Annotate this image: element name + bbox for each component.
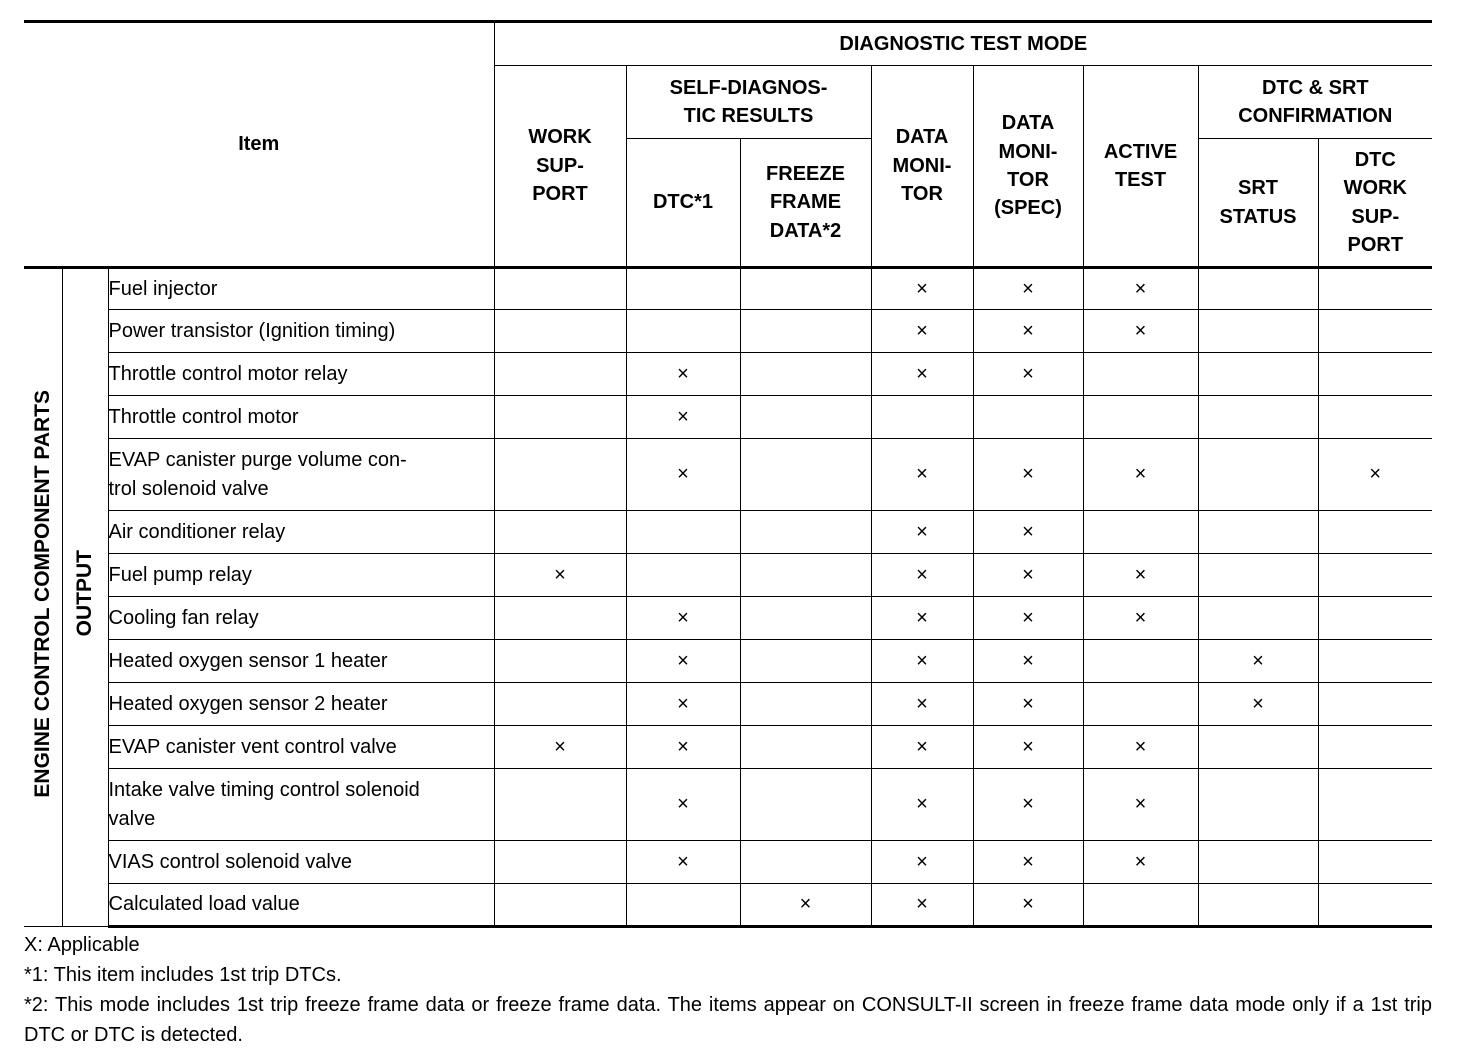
applicable-mark: ×	[973, 439, 1083, 511]
empty-cell	[626, 310, 740, 353]
work-support-header: WORK SUP- PORT	[494, 66, 626, 268]
applicable-mark: ×	[871, 726, 973, 769]
applicable-mark: ×	[494, 554, 626, 597]
empty-cell	[1198, 554, 1318, 597]
category-label: ENGINE CONTROL COMPONENT PARTS	[30, 389, 54, 798]
table-row	[24, 554, 1432, 597]
applicable-mark: ×	[626, 841, 740, 884]
empty-cell	[1318, 554, 1432, 597]
table-row	[24, 683, 1432, 726]
applicable-mark: ×	[973, 597, 1083, 640]
category-cell	[24, 268, 62, 927]
empty-cell	[494, 683, 626, 726]
applicable-mark: ×	[740, 884, 871, 927]
item-name: Heated oxygen sensor 2 heater	[108, 683, 494, 726]
empty-cell	[1083, 884, 1198, 927]
empty-cell	[1198, 310, 1318, 353]
applicable-mark: ×	[494, 726, 626, 769]
item-name	[108, 769, 494, 841]
applicable-mark: ×	[973, 268, 1083, 310]
subcategory-cell	[62, 268, 108, 927]
table-row	[24, 841, 1432, 884]
item-name: Cooling fan relay	[108, 597, 494, 640]
empty-cell	[740, 439, 871, 511]
dtc-header: DTC*1	[626, 139, 740, 268]
applicable-mark: ×	[871, 554, 973, 597]
item-name: Power transistor (Ignition timing)	[108, 310, 494, 353]
applicable-mark: ×	[973, 640, 1083, 683]
item-name: Air conditioner relay	[108, 511, 494, 554]
applicable-mark: ×	[871, 597, 973, 640]
applicable-mark: ×	[973, 769, 1083, 841]
item-name: Fuel pump relay	[108, 554, 494, 597]
empty-cell	[494, 268, 626, 310]
empty-cell	[494, 884, 626, 927]
empty-cell	[1318, 597, 1432, 640]
empty-cell	[1318, 726, 1432, 769]
footnote-2: *2: This mode includes 1st trip freeze frame data or freeze frame data. The items appear on CONSULT-II screen in freeze frame data mode only if a 1st trip DTC or DTC is detected.	[24, 994, 1432, 1046]
table-row	[24, 310, 1432, 353]
applicable-mark: ×	[871, 769, 973, 841]
empty-cell	[626, 554, 740, 597]
empty-cell	[1318, 396, 1432, 439]
table-row	[24, 769, 1432, 841]
item-name: Throttle control motor relay	[108, 353, 494, 396]
item-name-line: valve	[108, 807, 156, 830]
empty-cell	[740, 310, 871, 353]
empty-cell	[740, 726, 871, 769]
empty-cell	[1083, 396, 1198, 439]
empty-cell	[1318, 310, 1432, 353]
empty-cell	[740, 640, 871, 683]
dtc-work-support-header: DTC WORK SUP- PORT	[1318, 139, 1432, 268]
subcategory-label: OUTPUT	[73, 550, 97, 637]
empty-cell	[1198, 353, 1318, 396]
applicable-mark: ×	[871, 310, 973, 353]
empty-cell	[626, 511, 740, 554]
applicable-mark: ×	[1083, 769, 1198, 841]
applicable-mark: ×	[973, 511, 1083, 554]
applicable-mark: ×	[626, 726, 740, 769]
table-row	[24, 439, 1432, 511]
empty-cell	[1198, 597, 1318, 640]
diagnostic-mode-table	[24, 20, 1432, 928]
srt-status-header: SRT STATUS	[1198, 139, 1318, 268]
empty-cell	[1083, 353, 1198, 396]
table-row	[24, 597, 1432, 640]
applicable-mark: ×	[973, 554, 1083, 597]
empty-cell	[740, 769, 871, 841]
empty-cell	[1198, 396, 1318, 439]
empty-cell	[494, 310, 626, 353]
empty-cell	[494, 769, 626, 841]
empty-cell	[494, 439, 626, 511]
empty-cell	[494, 511, 626, 554]
footnote-applicable: X: Applicable	[24, 934, 140, 956]
empty-cell	[1318, 640, 1432, 683]
applicable-mark: ×	[626, 396, 740, 439]
empty-cell	[740, 511, 871, 554]
table-row	[24, 353, 1432, 396]
empty-cell	[1083, 640, 1198, 683]
empty-cell	[740, 597, 871, 640]
empty-cell	[740, 841, 871, 884]
applicable-mark: ×	[1198, 640, 1318, 683]
applicable-mark: ×	[626, 769, 740, 841]
applicable-mark: ×	[626, 439, 740, 511]
item-name: Throttle control motor	[108, 396, 494, 439]
applicable-mark: ×	[1318, 439, 1432, 511]
item-name	[108, 439, 494, 511]
item-name: Fuel injector	[108, 268, 494, 310]
data-monitor-spec-header: DATA MONI- TOR (SPEC)	[973, 66, 1083, 268]
empty-cell	[973, 396, 1083, 439]
applicable-mark: ×	[871, 841, 973, 884]
applicable-mark: ×	[973, 726, 1083, 769]
applicable-mark: ×	[871, 353, 973, 396]
empty-cell	[740, 353, 871, 396]
empty-cell	[1198, 726, 1318, 769]
data-monitor-header: DATA MONI- TOR	[871, 66, 973, 268]
footnotes	[24, 930, 1432, 1050]
applicable-mark: ×	[973, 310, 1083, 353]
applicable-mark: ×	[871, 683, 973, 726]
empty-cell	[1083, 511, 1198, 554]
applicable-mark: ×	[871, 511, 973, 554]
applicable-mark: ×	[973, 683, 1083, 726]
diagnostic-test-mode-header: DIAGNOSTIC TEST MODE	[494, 22, 1432, 66]
empty-cell	[626, 884, 740, 927]
item-name-line: Intake valve timing control solenoid	[108, 779, 420, 802]
item-name: VIAS control solenoid valve	[108, 841, 494, 884]
empty-cell	[1198, 268, 1318, 310]
active-test-header: ACTIVE TEST	[1083, 66, 1198, 268]
empty-cell	[1318, 683, 1432, 726]
empty-cell	[1198, 769, 1318, 841]
empty-cell	[494, 640, 626, 683]
table-row	[24, 268, 1432, 310]
applicable-mark: ×	[1083, 554, 1198, 597]
empty-cell	[1198, 884, 1318, 927]
applicable-mark: ×	[626, 683, 740, 726]
table-row	[24, 884, 1432, 927]
table-row	[24, 511, 1432, 554]
item-name-line: trol solenoid valve	[108, 477, 269, 500]
empty-cell	[1198, 439, 1318, 511]
empty-cell	[626, 268, 740, 310]
empty-cell	[494, 841, 626, 884]
applicable-mark: ×	[626, 640, 740, 683]
empty-cell	[1318, 268, 1432, 310]
empty-cell	[1318, 769, 1432, 841]
applicable-mark: ×	[1083, 726, 1198, 769]
dtc-srt-confirmation-header: DTC & SRT CONFIRMATION	[1198, 66, 1432, 139]
empty-cell	[1318, 353, 1432, 396]
applicable-mark: ×	[871, 640, 973, 683]
empty-cell	[1083, 683, 1198, 726]
freeze-frame-data-header: FREEZE FRAME DATA*2	[740, 139, 871, 268]
diagnostic-table-page	[24, 20, 1432, 1050]
applicable-mark: ×	[973, 884, 1083, 927]
applicable-mark: ×	[973, 353, 1083, 396]
table-body	[24, 268, 1432, 927]
self-diagnostic-results-header: SELF-DIAGNOS- TIC RESULTS	[626, 66, 871, 139]
item-name: Heated oxygen sensor 1 heater	[108, 640, 494, 683]
table-row	[24, 396, 1432, 439]
applicable-mark: ×	[1083, 268, 1198, 310]
empty-cell	[1198, 511, 1318, 554]
empty-cell	[740, 268, 871, 310]
item-name-line: EVAP canister purge volume con-	[108, 449, 407, 472]
applicable-mark: ×	[871, 884, 973, 927]
applicable-mark: ×	[626, 353, 740, 396]
applicable-mark: ×	[626, 597, 740, 640]
table-row	[24, 726, 1432, 769]
applicable-mark: ×	[1083, 310, 1198, 353]
empty-cell	[1318, 884, 1432, 927]
item-name: Calculated load value	[108, 884, 494, 927]
applicable-mark: ×	[871, 268, 973, 310]
item-name: EVAP canister vent control valve	[108, 726, 494, 769]
empty-cell	[494, 396, 626, 439]
empty-cell	[1198, 841, 1318, 884]
empty-cell	[871, 396, 973, 439]
applicable-mark: ×	[1083, 841, 1198, 884]
applicable-mark: ×	[973, 841, 1083, 884]
applicable-mark: ×	[1083, 597, 1198, 640]
empty-cell	[740, 396, 871, 439]
item-column-header: Item	[24, 22, 494, 268]
applicable-mark: ×	[871, 439, 973, 511]
empty-cell	[494, 597, 626, 640]
empty-cell	[494, 353, 626, 396]
footnote-1: *1: This item includes 1st trip DTCs.	[24, 964, 342, 986]
applicable-mark: ×	[1083, 439, 1198, 511]
empty-cell	[740, 554, 871, 597]
empty-cell	[740, 683, 871, 726]
applicable-mark: ×	[1198, 683, 1318, 726]
empty-cell	[1318, 511, 1432, 554]
table-row	[24, 640, 1432, 683]
empty-cell	[1318, 841, 1432, 884]
